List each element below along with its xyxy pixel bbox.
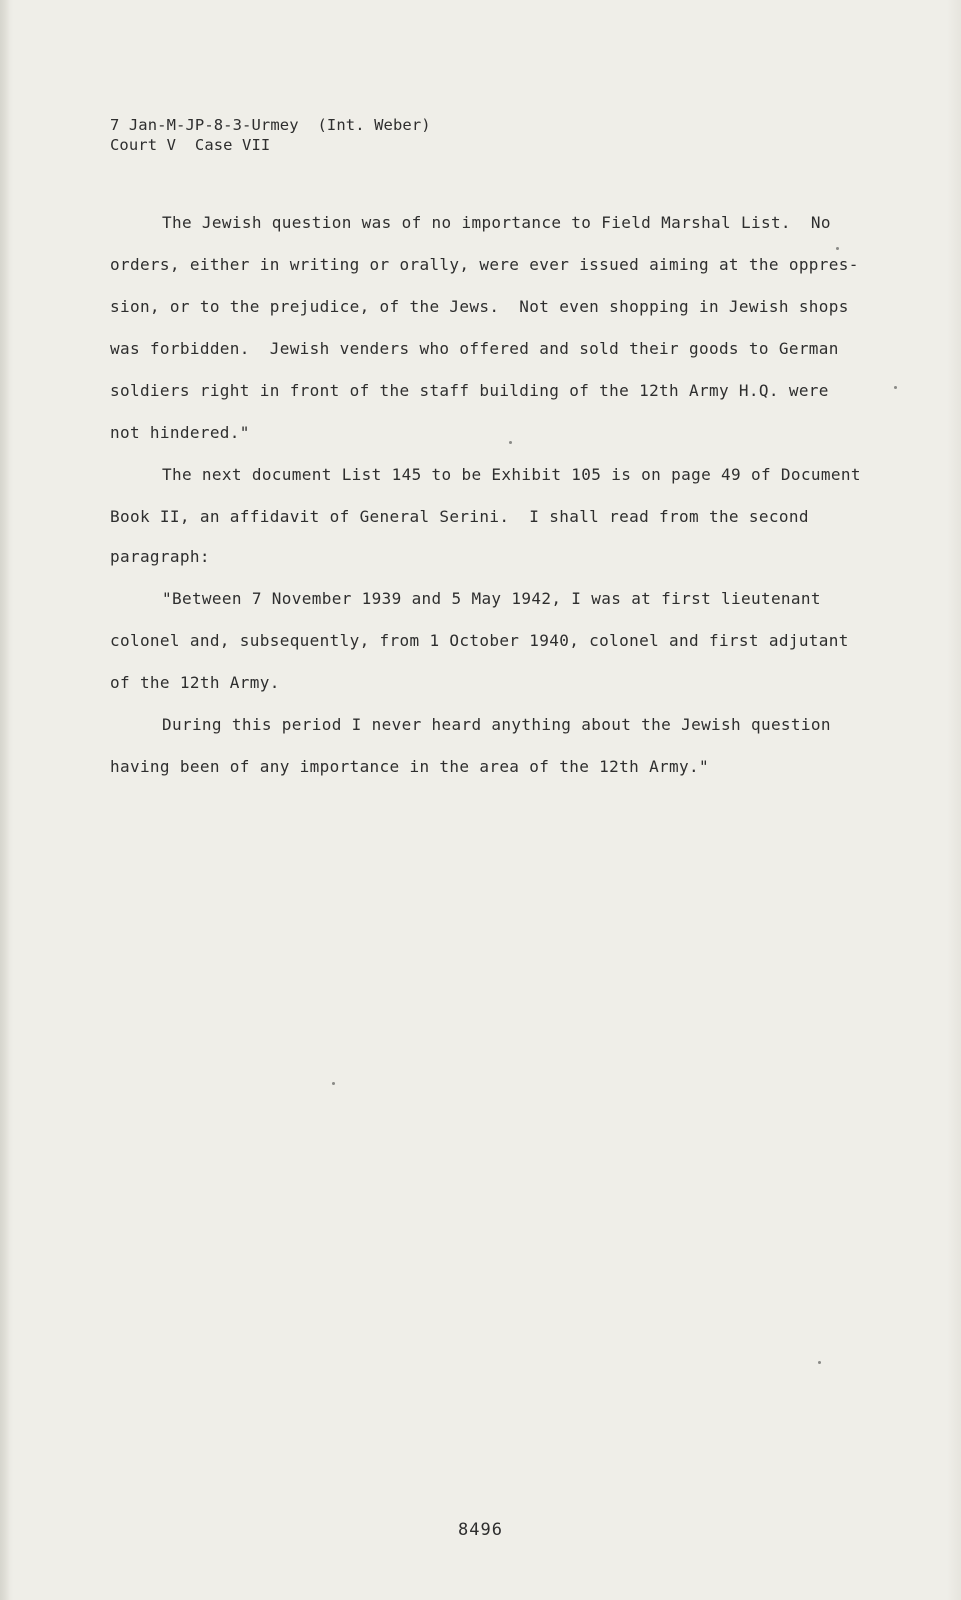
court-line: Court V Case VII xyxy=(110,136,271,154)
text-line: During this period I never heard anything about the Jewish question xyxy=(162,715,831,734)
paper-edge-shadow xyxy=(0,0,10,1600)
paper-speck xyxy=(836,247,839,250)
paper-speck xyxy=(332,1082,335,1085)
text-line: was forbidden. Jewish venders who offered and sold their goods to German xyxy=(110,339,839,358)
text-line: having been of any importance in the area of the 12th Army." xyxy=(110,757,709,776)
page-number: 8496 xyxy=(458,1520,503,1540)
text-line: The next document List 145 to be Exhibit 105 is on page 49 of Document xyxy=(162,465,861,484)
text-line: "Between 7 November 1939 and 5 May 1942, I was at first lieutenant xyxy=(162,589,821,608)
text-line: not hindered." xyxy=(110,423,250,442)
paper-speck xyxy=(818,1361,821,1364)
text-line: Book II, an affidavit of General Serini. I shall read from the second xyxy=(110,507,809,526)
reference-line: 7 Jan-M-JP-8-3-Urmey (Int. Weber) xyxy=(110,116,431,134)
text-line: of the 12th Army. xyxy=(110,673,280,692)
paper-speck xyxy=(894,386,897,389)
text-line: paragraph: xyxy=(110,547,210,566)
text-line: soldiers right in front of the staff building of the 12th Army H.Q. were xyxy=(110,381,829,400)
text-line: The Jewish question was of no importance to Field Marshal List. No xyxy=(162,213,831,232)
document-header xyxy=(110,115,431,155)
text-line: colonel and, subsequently, from 1 October 1940, colonel and first adjutant xyxy=(110,631,849,650)
paper-speck xyxy=(509,441,512,444)
text-line: orders, either in writing or orally, were ever issued aiming at the oppres- xyxy=(110,255,859,274)
text-line: sion, or to the prejudice, of the Jews. Not even shopping in Jewish shops xyxy=(110,297,849,316)
